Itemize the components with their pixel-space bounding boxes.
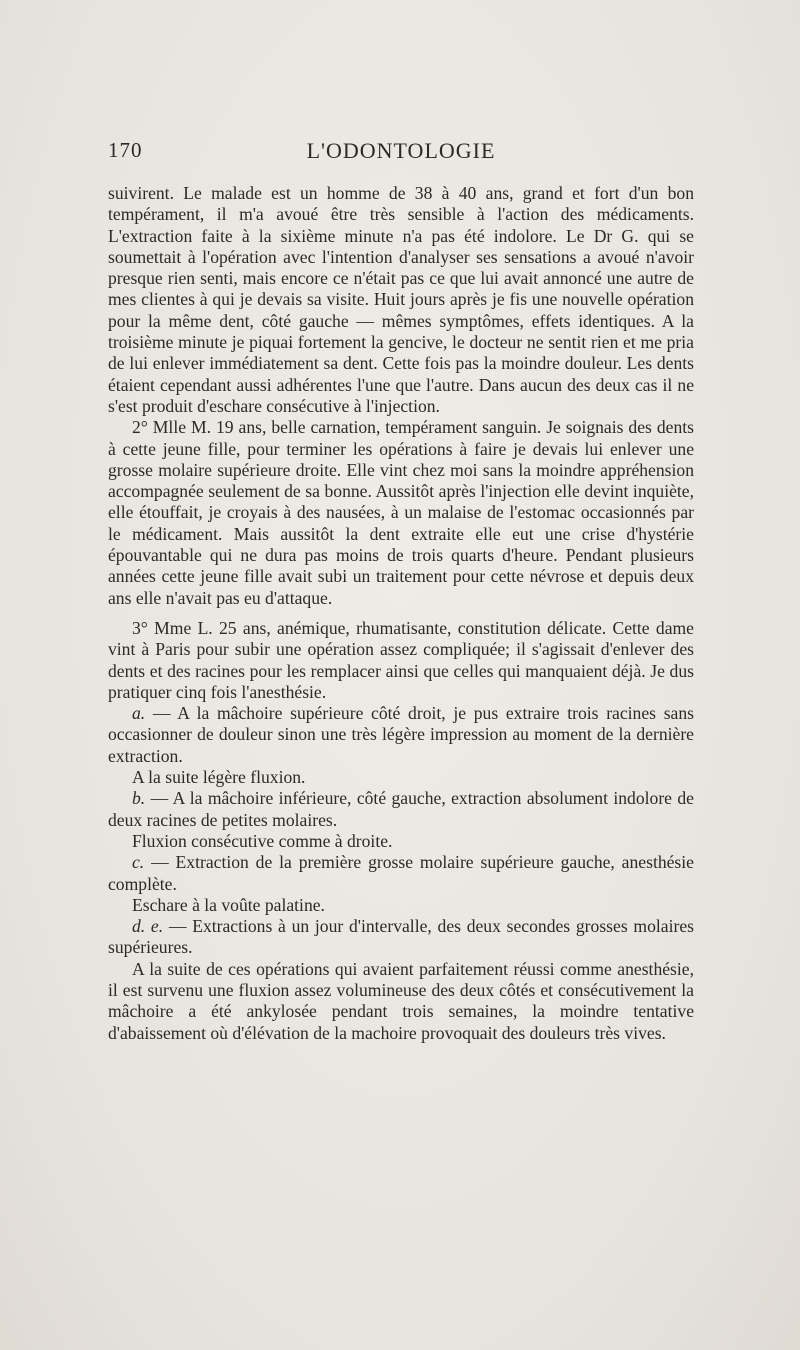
item-c-text: — Extraction de la première grosse molaire supérieure gauche, anesthésie complète.	[108, 852, 694, 894]
paragraph-note: A la suite légère fluxion.	[132, 767, 306, 788]
paragraph-note: Fluxion consécutive comme à droite.	[132, 830, 393, 851]
paragraph-item-de	[108, 916, 694, 959]
item-marker-c: c.	[132, 852, 145, 873]
item-a-text: — A la mâchoire supérieure côté droit, je pus extraire trois racines sans occasionner de douleur sinon une très légère impression au moment de la dernière extraction.	[108, 703, 694, 766]
paragraph-case-2: 2° Mlle M. 19 ans, belle carnation, tempérament sanguin. Je soignais des dents à cette jeune fille, pour terminer les opérations à faire je devais lui enlever une grosse molaire supérieure droite. Elle vint chez moi sans la moindre appréhension accompagnée seulement de sa bonne. Aussitôt après l'injection elle devint inquiète, elle étouffait, je croyais à des nausées, à un malaise de l'estomac occasionnés par le médicament. Mais aussitôt la dent extraite elle eut une crise d'hystérie épouvantable qui ne dura pas moins de trois quarts d'heure. Pendant plusieurs années cette jeune fille avait subi un traitement pour cette névrose et depuis deux ans elle n'avait pas eu d'attaque.	[108, 417, 694, 608]
page-number: 170	[108, 138, 143, 162]
item-de-text: — Extractions à un jour d'intervalle, des deux secondes grosses molaires supérieures.	[108, 916, 694, 958]
item-b-text: — A la mâchoire inférieure, côté gauche, extraction absolument indolore de deux racines de petites molaires.	[108, 788, 694, 830]
item-marker-a: a.	[132, 703, 146, 724]
paragraph-case-3: 3° Mme L. 25 ans, anémique, rhumatisante, constitution délicate. Cette dame vint à Paris pour subir une opération assez compliquée; il s'agissait d'enlever des dents et des racines pour les remplacer ainsi que celles qui manquaient déjà. Je dus pratiquer cinq fois l'anesthésie.	[108, 617, 694, 702]
paragraph-continuation: suivirent. Le malade est un homme de 38 à 40 ans, grand et fort d'un bon tempérament, il m'a avoué être très sensible à l'action des médicaments. L'extraction faite à la sixième minute n'a pas été indolore. Le Dr G. qui se soumettait à l'opération avec l'intention d'analyser ses sensations a avoué n'avoir presque rien senti, mais encore ce n'était pas ce que lui avait annoncé une autre de mes clientes à qui je devais sa visite. Huit jours après je fis une nouvelle opération pour la même dent, côté gauche — mêmes symptômes, effets identiques. A la troisième minute je piquai fortement la gencive, le docteur ne sentit rien et me pria de lui enlever immédiatement sa dent. Cette fois pas la moindre douleur. Les dents étaient cependant aussi adhérentes l'une que l'autre. Dans aucun des deux cas il ne s'est produit d'eschare consécutive à l'injection.	[108, 183, 694, 416]
paragraph-conclusion: A la suite de ces opérations qui avaient parfaitement réussi comme anesthésie, il est survenu une fluxion assez volumineuse des deux côtés et consécutivement la mâchoire a été ankylosée pendant trois semaines, la moindre tentative d'abaissement où d'élévation de la machoire provoquait des douleurs très vives.	[108, 958, 694, 1043]
paragraph-item-c	[108, 852, 694, 895]
running-title: L'ODONTOLOGIE	[306, 138, 496, 163]
item-marker-b: b.	[132, 788, 146, 809]
paragraph-item-b	[108, 788, 694, 831]
paragraph-item-a	[108, 703, 694, 767]
item-marker-de: d. e.	[132, 916, 164, 937]
body-text	[108, 183, 694, 1044]
page-header	[108, 138, 694, 168]
paragraph-note: Eschare à la voûte palatine.	[132, 894, 325, 915]
